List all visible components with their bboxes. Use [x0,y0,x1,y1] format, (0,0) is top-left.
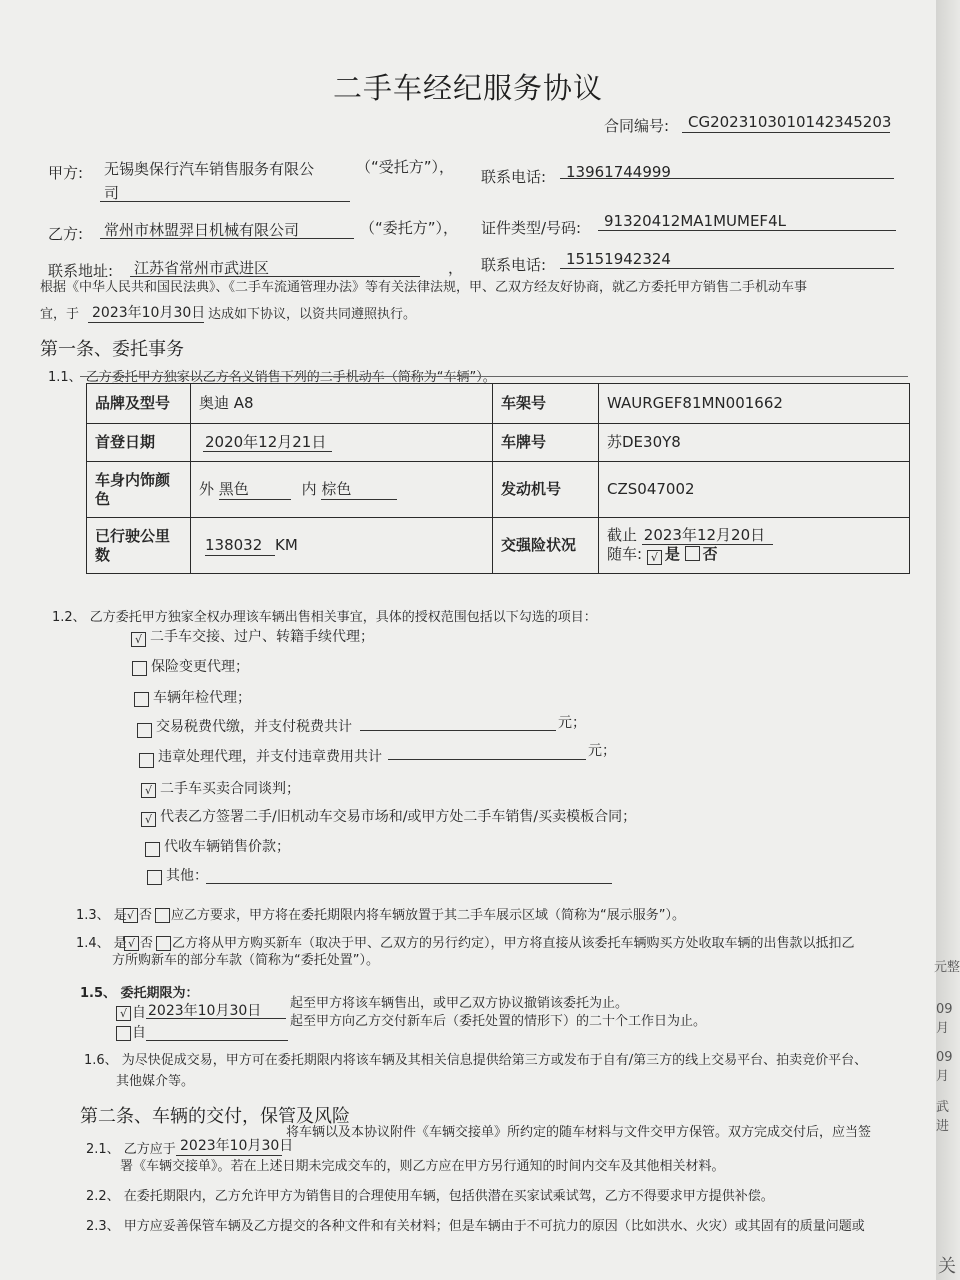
edge-text-1: 元整 [934,960,960,975]
clause-1-6-line2: 其他媒介等。 [116,1074,195,1089]
item-2-checkbox[interactable] [132,661,147,676]
clause-2-3: 2.3、 甲方应妥善保管车辆及乙方提交的各种文件和有关材料；但是车辆由于不可抗力的原因（比如洪水、火灾）或其固有的质量问题或 [86,1219,865,1234]
item-9-label: 其他： [166,868,208,884]
inner-color-label: 内 [301,479,317,498]
brand-value: 奥迪 A8 [191,384,493,424]
reg-date-cell [191,424,493,462]
mileage-cell [191,518,493,574]
insurance-with-car-row [607,545,901,565]
item-5-amount-line[interactable] [388,759,586,760]
item-8-label: 代收车辆销售价款； [164,839,290,855]
engine-value: CZS047002 [599,462,910,518]
term-option-a-underline [146,1018,286,1019]
clause-2-1-pre: 2.1、 乙方应于 [86,1142,176,1157]
clause-2-1-date: 2023年10月30日 [180,1138,294,1154]
party-a-name-underline [100,201,350,202]
party-a-phone-label: 联系电话: [481,168,547,186]
term-option-a-pre: 自 [132,1005,146,1021]
clause-2-1-post: 将车辆以及本协议附件《车辆交接单》所约定的随车材料与文件交甲方保管。双方完成交付后，应当签 [286,1125,872,1140]
insurance-until-row [607,526,901,545]
item-1-label: 二手车交接、过户、转籍手续代理； [150,629,374,645]
brand-label: 品牌及型号 [87,384,191,424]
clause-1-3-yes-checkbox[interactable]: √ [123,908,138,923]
item-8-checkbox[interactable] [145,842,160,857]
edge-text-5: 关 [938,1256,956,1277]
no-checkbox[interactable] [685,546,700,561]
term-option-a-checkbox[interactable]: √ [116,1006,131,1021]
edge-text-4: 武进 [936,1100,950,1134]
item-6-checkbox[interactable]: √ [141,783,156,798]
term-option-b-checkbox[interactable] [116,1026,131,1041]
color-cell [191,462,493,518]
preamble-line2-post: 达成如下协议，以资共同遵照执行。 [208,307,417,322]
reg-date-value: 2020年12月21日 [203,433,332,452]
item-7-label: 代表乙方签署二手/旧机动车交易市场和/或甲方处二手车销售/买卖模板合同； [160,809,637,825]
preamble-line2-pre: 宜，于 [40,307,80,322]
party-b-phone-label: 联系电话: [481,256,547,274]
mileage-unit: KM [275,535,298,554]
item-4-checkbox[interactable] [137,723,152,738]
no-label: 否 [702,545,718,563]
insurance-until-value: 2023年12月20日 [642,526,773,545]
plate-label: 车牌号 [493,424,599,462]
item-5-suffix: 元； [588,743,616,759]
clause-1-3-pre: 1.3、 是 [76,908,127,923]
term-option-a-date: 2023年10月30日 [148,1003,262,1019]
item-2-label: 保险变更代理； [151,659,249,675]
vin-value: WAURGEF81MN001662 [599,384,910,424]
clause-1-4-no-label: 否 [140,936,154,951]
preamble-line1: 根据《中华人民共和国民法典》、《二手车流通管理办法》等有关法律法规，甲、乙双方经友好协商，就乙方委托甲方销售二手机动车事 [40,280,808,295]
clause-1-3-text: 应乙方要求，甲方将在委托期限内将车辆放置于其二手车展示区域（简称为“展示服务”）。 [171,908,685,923]
clause-1-2: 1.2、 乙方委托甲方独家全权办理该车辆出售相关事宜，具体的授权范围包括以下勾选的项目： [52,610,597,625]
party-a-name-line2: 司 [104,184,120,202]
document-title: 二手车经纪服务协议 [332,71,603,105]
section2-heading: 第二条、车辆的交付，保管及风险 [80,1106,350,1127]
item-5-label: 违章处理代理，并支付违章费用共计 [158,749,382,765]
next-page-edge [936,0,960,1280]
clause-1-4-yes-checkbox[interactable]: √ [124,936,139,951]
clause-1-4-line2: 方所购新车的部分车款（简称为“委托处置”）。 [112,953,379,968]
item-6-label: 二手车买卖合同谈判； [160,781,300,797]
yes-label: 是 [664,545,680,563]
item-1-checkbox[interactable]: √ [131,632,146,647]
item-4-suffix: 元； [558,715,586,731]
clause-1-5-label: 1.5、 委托期限为： [80,986,199,1001]
plate-value: 苏DE30Y8 [599,424,910,462]
insurance-cell [599,518,910,574]
party-b-id-value: 91320412MA1MUMEF4L [604,212,786,230]
engine-label: 发动机号 [493,462,599,518]
party-a-name-line1: 无锡奥保行汽车销售服务有限公 [104,160,315,178]
party-b-name-underline [100,238,354,239]
item-5-checkbox[interactable] [139,753,154,768]
mileage-value: 138032 [205,536,275,556]
section1-heading: 第一条、委托事务 [40,339,184,360]
clause-1-4-text: 乙方将从甲方购买新车（取决于甲、乙双方的另行约定），甲方将直接从该委托车辆购买方处收取车辆的出售款以抵扣乙 [172,936,855,951]
party-b-phone-value: 15151942324 [566,250,671,268]
yes-checkbox[interactable]: √ [647,550,662,565]
party-b-address-comma: ， [448,259,464,277]
clause-1-4-pre: 1.4、 是 [76,936,127,951]
clause-1-3-no-label: 否 [139,908,153,923]
clause-1-4-no-checkbox[interactable] [156,936,171,951]
clause-1-6-line1: 1.6、 为尽快促成交易，甲方可在委托期限内将该车辆及其相关信息提供给第三方或发布于自有/第三方的线上交易平台、拍卖竞价平台、 [84,1053,868,1068]
item-7-checkbox[interactable]: √ [141,812,156,827]
mileage-label: 已行驶公里数 [87,518,191,574]
item-3-checkbox[interactable] [134,692,149,707]
contract-no-label: 合同编号: [604,117,670,135]
party-b-id-underline [598,230,896,231]
item-9-checkbox[interactable] [147,870,162,885]
party-a-label: 甲方: [48,164,84,182]
edge-text-3: 09月 [936,1050,953,1084]
clause-1-1: 1.1、 乙方委托甲方独家以乙方名义销售下列的二手机动车（简称为“车辆”）。 [48,370,496,385]
outer-color-label: 外 [199,479,215,498]
color-label: 车身内饰颜色 [87,462,191,518]
clause-1-3-no-checkbox[interactable] [155,908,170,923]
party-a-phone-underline [560,178,894,179]
item-3-label: 车辆年检代理； [153,690,251,706]
with-car-label: 随车: [607,545,643,563]
party-b-role: （“委托方”）， [360,219,459,237]
item-4-amount-line[interactable] [360,730,556,731]
inner-color-value: 棕色 [321,480,397,500]
contract-no-value: CG2023103010142345203 [688,113,892,131]
outer-color-value: 黑色 [219,480,291,500]
term-option-a-text: 起至甲方将该车辆售出，或甲乙双方协议撤销该委托为止。 [290,996,629,1011]
term-option-b-pre: 自 [132,1025,146,1041]
item-9-other-line[interactable] [206,883,612,884]
preamble-date-underline [88,322,204,323]
clause-2-1-date-underline [176,1155,282,1156]
party-b-address: 江苏省常州市武进区 [134,259,270,277]
vin-label: 车架号 [493,384,599,424]
party-b-address-underline [130,276,420,277]
contract-no-underline [682,132,890,133]
clause-2-2: 2.2、 在委托期限内，乙方允许甲方为销售目的合理使用车辆，包括供潜在买家试乘试驾，乙方不得要求甲方提供补偿。 [86,1189,774,1204]
reg-date-label: 首登日期 [87,424,191,462]
vehicle-info-table [86,383,910,574]
party-b-label: 乙方: [48,225,84,243]
insurance-until-label: 截止 [607,526,638,544]
term-option-b-underline[interactable] [146,1040,288,1041]
party-b-address-label: 联系地址: [48,262,114,280]
party-a-role: （“受托方”）， [356,158,455,176]
edge-text-2: 09月 [936,1002,953,1036]
party-a-phone-value: 13961744999 [566,163,671,181]
party-b-name: 常州市林盟羿日机械有限公司 [104,221,300,239]
preamble-date: 2023年10月30日 [92,305,206,321]
term-option-b-text: 起至甲方向乙方交付新车后（委托处置的情形下）的二十个工作日为止。 [290,1014,707,1029]
clause-1-1-rule [80,376,908,377]
party-b-phone-underline [560,268,894,269]
party-b-id-label: 证件类型/号码: [481,219,582,237]
insurance-label: 交强险状况 [493,518,599,574]
item-4-label: 交易税费代缴，并支付税费共计 [156,719,352,735]
clause-2-1-line2: 署《车辆交接单》。若在上述日期未完成交车的，则乙方应在甲方另行通知的时间内交车及其他相关材料。 [120,1159,725,1174]
